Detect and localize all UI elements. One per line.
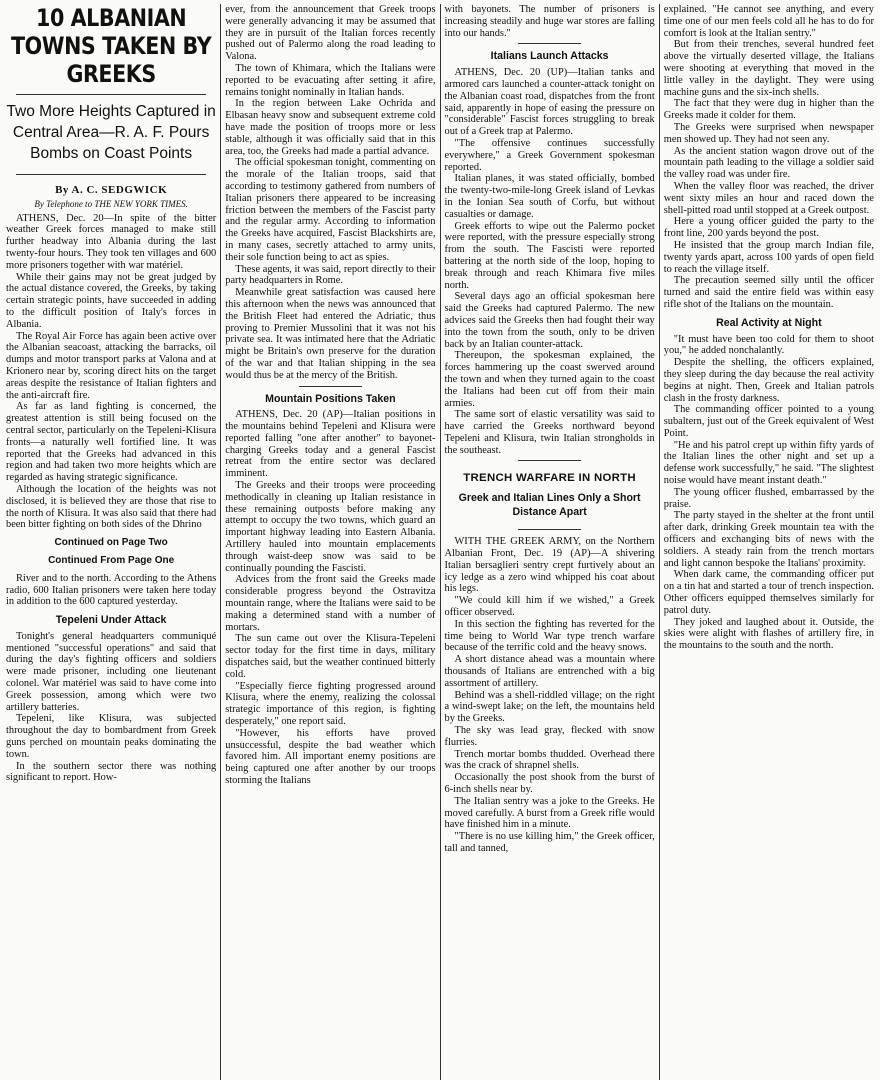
paragraph: The party stayed in the shelter at the front until after dark, drinking Greek mountain tea with the officers and exchanging bits of news with the soldiers. A steady rain from the trench mortars and light cannon bespoke the Italians' proximity. [663, 510, 874, 569]
paragraph: The Italian sentry was a joke to the Greeks. He moved carefully. A burst from a Greek rifle would have finished him in a minute. [444, 795, 655, 831]
paragraph: "He and his patrol crept up within fifty yards of the Italian lines the other night and set up a defense work successfully," he said. "The slightest noise would have meant instant death." [663, 439, 874, 487]
headline: 10 ALBANIAN TOWNS TAKEN BY GREEKS [10, 4, 212, 88]
paragraph: "Especially fierce fighting progressed around Klisura, where the enemy, realizing the colossal strategic importance of this region, is fighting desperately," one report said. [225, 680, 436, 728]
paragraph: ATHENS, Dec. 20—In spite of the bitter weather Greek forces managed to make still further headway into Albania during the last twenty-four hours. They took ten villages and 600 more prisoners together with war matériel. [6, 212, 217, 271]
section-headline-trench: TRENCH WARFARE IN NORTH [463, 472, 636, 485]
paragraph: The same sort of elastic versatility was said to have carried the Greeks northward beyond Tepeleni and Klisura, twin Italian strongholds in the southeast. [444, 409, 655, 456]
paragraph: Tepeleni, like Klisura, was subjected throughout the day to bombardment from Greek guns perched on mountain peaks dominating the town. [6, 713, 217, 760]
divider [518, 460, 581, 461]
paragraph: River and to the north. According to the Athens radio, 600 Italian prisoners were taken here today in addition to the 600 captured yesterday. [6, 572, 217, 608]
paragraph: "It must have been too cold for them to shoot you," he added nonchalantly. [663, 333, 874, 357]
paragraph: Advices from the front said the Greeks made considerable progress beyond the Ostravitza mountain range, where the Italians were said to be making a determined stand with a number of mortars. [225, 574, 436, 633]
paragraph: Thereupon, the spokesman explained, the forces hammering up the coast swerved around the town and when they turned again to the coast the Italians had been cut off from their main armies. [444, 350, 655, 409]
column-4 [659, 4, 878, 1080]
paragraph: The sun came out over the Klisura-Tepeleni sector today for the first time in days, military dispatches said, but the weather continued bitterly cold. [225, 633, 436, 680]
credit-line: By Telephone to THE NEW YORK TIMES. [34, 198, 188, 209]
paragraph: Behind was a shell-riddled village; on the right a wind-swept lake; on the left, the mountains held by the Greeks. [444, 689, 655, 725]
deck-rule [16, 174, 206, 175]
paragraph: Trench mortar bombs thudded. Overhead there was the crack of shrapnel shells. [444, 748, 655, 772]
headline-rule [16, 94, 206, 95]
subhead-tepeleni: Tepeleni Under Attack [55, 614, 167, 627]
continued-on: Continued on Page Two [54, 537, 168, 549]
section-deck-trench: Greek and Italian Lines Only a Short Distance Apart [458, 492, 641, 519]
col1-body [6, 213, 216, 532]
divider [299, 386, 362, 387]
divider [518, 529, 581, 530]
paragraph: WITH THE GREEK ARMY, on the Northern Albanian Front, Dec. 19 (AP)—A shivering Italian bersaglieri sentry crept furtively about an icy ledge as a zero wind whipped his coat about his legs. [444, 536, 655, 595]
paragraph: ever, from the announcement that Greek troops were generally advancing it may be assumed that they are in pursuit of the Italian forces recently pushed out of Palermo along the road leading to Valona. [225, 4, 436, 63]
paragraph: The sky was lead gray, flecked with snow flurries. [444, 725, 655, 748]
paragraph: In the region between Lake Ochrida and Elbasan heavy snow and subsequent extreme cold have made the position of troops more or less stable, although it was officially said that in this area, too, the Greeks had made a partial advance. [225, 98, 436, 157]
paragraph: The fact that they were dug in higher than the Greeks made it colder for them. [663, 98, 874, 122]
paragraph: A short distance ahead was a mountain where thousands of Italians are entrenched with a big assortment of artillery. [444, 654, 655, 689]
paragraph: "The offensive continues successfully everywhere," a Greek Government spokesman reported. [444, 137, 655, 173]
paragraph: While their gains may not be great judged by the actual distance covered, the Greeks, by taking certain strategic points, have succeeded in adding to the difficult position of Italy's forces in Albania. [6, 271, 217, 330]
paragraph: Here a young officer guided the party to the front line, 200 yards beyond the post. [663, 216, 874, 240]
paragraph: Occasionally the post shook from the burst of 6-inch shells near by. [444, 772, 655, 796]
paragraph: The Royal Air Force has again been active over the Albanian seacoast, attacking the barracks, oil dumps and motor transport parks at Valona and at Krionero near by, scoring direct hits on the target areas despite the resistance of Italian fighters and the anti-aircraft fire. [6, 330, 217, 401]
paragraph: The town of Khimara, which the Italians were reported to be evacuating after setting it afire, remains tonight nominally in Italian hands. [225, 62, 436, 98]
paragraph: But from their trenches, several hundred feet above the virtually deserted village, the Italians were shooting at everything that moved in the little valley in the daylight. They were using machine guns and the six-inch shells. [663, 39, 874, 98]
paragraph: As the ancient station wagon drove out of the mountain path leading to the village a soldier said the valley road was under fire. [663, 145, 874, 181]
paragraph: The Greeks were surprised when newspaper men showed up. They had not seen any. [663, 121, 874, 145]
deck: Two More Heights Captured in Central Area—R. A. F. Pours Bombs on Coast Points [6, 103, 216, 162]
paragraph: Although the location of the heights was not disclosed, it is believed they are those that rise to the north of Klisura. It was also said that there had been bitter fighting on both sides of the Dhrino [6, 483, 217, 531]
paragraph: The young officer flushed, embarrassed by the praise. [663, 486, 874, 510]
paragraph: When the valley floor was reached, the driver went sixty miles an hour and raced down the shell-pitted road until stopped at a Greek outpost. [663, 180, 874, 216]
paragraph: with bayonets. The number of prisoners is increasing steadily and huge war stores are falling into our hands." [444, 4, 655, 39]
paragraph: Meanwhile great satisfaction was caused here this afternoon when the news was announced that the British Fleet had entered the Adriatic, thus proving to Premier Mussolini that it was not his private sea. It was intimated here that the Adriatic might be Britain's own preserve for the duration of the war and that Italian shipping in the sea would thus be at the mercy of the British. [225, 287, 436, 381]
continued-from: Continued From Page One [48, 554, 175, 566]
paragraph: They joked and laughed about it. Outside, the skies were alight with flashes of artillery fire, in the mountains to the south and the north. [663, 616, 874, 652]
paragraph: The Greeks and their troops were proceeding methodically in cleaning up Italian resistance in these remaining outposts before making any attempt to occupy the two towns, which guard an important highway leading into Eastern Albania. Artillery hauled into mountain emplacements through waist-deep snow was said to be continually pounding the Fascisti. [225, 480, 436, 574]
paragraph: Greek efforts to wipe out the Palermo pocket were reported, with the pressure especially strong from the south. The Fascisti were reported battering at the north side of the loop, hoping to break through and reach Khimara five miles north. [444, 220, 655, 291]
paragraph: As far as land fighting is concerned, the greatest attention is still being focused on the central sector, particularly on the Tepeleni-Klisura fronts—a naturally well fortified line. It was reported that the Greeks had advanced in this region and had taken two more heights which are regarded as having strategic significance. [6, 401, 217, 484]
paragraph: The precaution seemed silly until the officer turned and said the entire field was within easy rifle shot of the Italians on the mountain. [663, 275, 874, 310]
paragraph: explained. "He cannot see anything, and every time one of our men feels cold all he has to do for comfort is look at the Italian sentry." [663, 4, 874, 39]
paragraph: He insisted that the group march Indian file, twenty yards apart, across 100 yards of open field to reach the village itself. [663, 239, 874, 275]
paragraph: Italian planes, it was stated officially, bombed the twenty-two-mile-long Greek island of Levkas in the Ionian Sea south of Corfu, but without casualties or damage. [444, 173, 655, 220]
paragraph: The official spokesman tonight, commenting on the morale of the Italian troops, said that according to testimony gathered from numbers of Italian prisoners there appeared to be increasing friction between the members of the Fascist party and the regular army. According to information the Greeks have acquired, Fascist Blackshirts are, in many cases, secretly attached to army units, their sole function being to act as spies. [225, 157, 436, 263]
paragraph: Tonight's general headquarters communiqué mentioned "successful operations" and said that during the day's fighting officers and soldiers were made prisoner, including one lieutenant colonel. War matériel was said to have come into Greek possession, among which were two artillery batteries. [6, 630, 217, 713]
paragraph: The commanding officer pointed to a young subaltern, just out of the Greek equivalent of West Point. [663, 404, 874, 439]
subhead-italians: Italians Launch Attacks [490, 50, 609, 63]
paragraph: "We could kill him if we wished," a Greek officer observed. [444, 595, 655, 619]
paragraph: ATHENS, Dec. 20 (UP)—Italian tanks and armored cars launched a counter-attack tonight on the Albanian coast road, dispatches from the front said, apparently in hope of easing the pressure on "considerable" Fascist forces struggling to break out of a Greek trap at Palermo. [444, 67, 655, 138]
paragraph: "However, his efforts have proved unsuccessful, despite the bad weather which favored him. All important enemy positions are being captured one after another by our troops storming the Italians [225, 727, 436, 786]
paragraph: In the southern sector there was nothing significant to report. How- [6, 760, 217, 784]
column-3 [440, 4, 659, 1080]
paragraph: These agents, it was said, report directly to their party headquarters in Rome. [225, 263, 436, 287]
paragraph: Despite the shelling, the officers explained, they sleep during the day because the real activity begins at night. Then, Greek and Italian patrols clash in the frosty darkness. [663, 357, 874, 404]
column-1 [2, 4, 220, 1080]
paragraph: When dark came, the commanding officer put on a tin hat and started a tour of trench inspection. Other officers equipped themselves similarly for patrol duty. [663, 569, 874, 616]
subhead-mountain: Mountain Positions Taken [265, 392, 396, 405]
paragraph: In this section the fighting has reverted for the time being to World War type trench warfare because of the terrific cold and the heavy snows. [444, 618, 655, 654]
paragraph: ATHENS, Dec. 20 (AP)—Italian positions in the mountains behind Tepeleni and Klisura were reported falling "one after another" to bayonet-charging Greeks today and a general Fascist retreat from the entire sector was declared imminent. [225, 409, 436, 480]
byline: By A. C. SEDGWICK [55, 184, 168, 196]
paragraph: Several days ago an official spokesman here said the Greeks had captured Palermo. The new advices said the Greeks then had fought their way into the town from the south, only to be driven back by an Italian counter-attack. [444, 291, 655, 350]
subhead-night: Real Activity at Night [716, 316, 822, 329]
divider [518, 43, 581, 44]
paragraph: "There is no use killing him," the Greek officer, tall and tanned, [444, 831, 655, 854]
column-2 [220, 4, 439, 1080]
